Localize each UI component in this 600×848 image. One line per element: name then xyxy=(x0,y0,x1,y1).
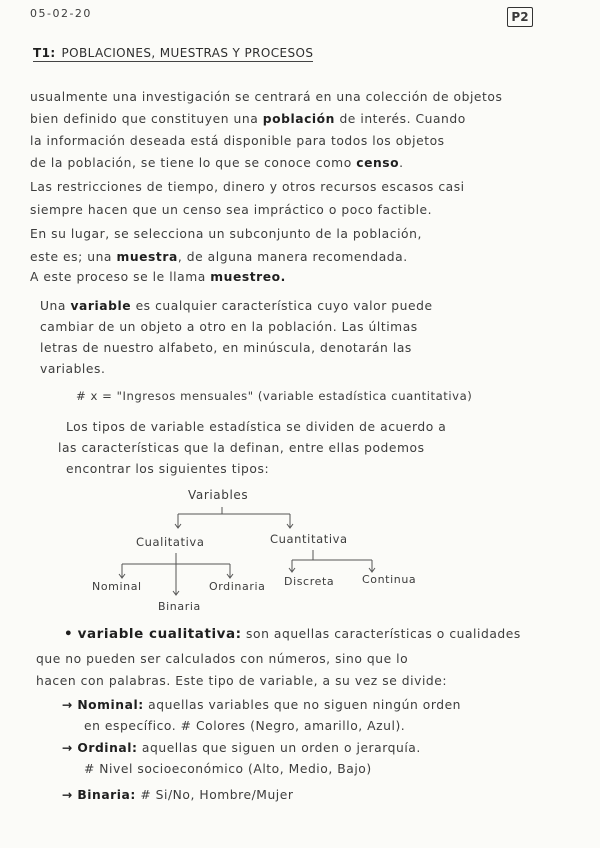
term-poblacion: población xyxy=(262,112,335,126)
term-muestreo: muestreo. xyxy=(210,270,286,284)
p2-line-1: Las restricciones de tiempo, dinero y otros recursos escasos casi xyxy=(30,180,465,194)
date: 05-02-20 xyxy=(30,7,92,20)
tree-nominal: Nominal xyxy=(92,580,142,593)
p1-line-4: de la población, se tiene lo que se conoce como censo. xyxy=(30,156,404,170)
section-cualitativa-line-1: • variable cualitativa: son aquellas características o cualidades xyxy=(64,626,521,642)
ordinal-line-2: # Nivel socioeconómico (Alto, Medio, Bajo) xyxy=(84,762,372,776)
arrow-icon: → xyxy=(62,741,73,755)
section-cualitativa-line-2: que no pueden ser calculados con números, sino que lo xyxy=(36,652,409,666)
p2-line-4: este es; una muestra, de alguna manera recomendada. xyxy=(30,250,408,264)
tree-discreta: Discreta xyxy=(284,575,335,588)
nominal-line-2: en específico. # Colores (Negro, amarillo, Azul). xyxy=(84,719,406,733)
ordinal-label: Ordinal: xyxy=(77,741,138,755)
p2-line-3: En su lugar, se selecciona un subconjunto de la población, xyxy=(30,227,422,241)
p1-line-2: bien definido que constituyen una población de interés. Cuando xyxy=(30,112,466,126)
p4-line-2: las características que la definan, entre ellas podemos xyxy=(58,441,425,455)
tree-continua: Continua xyxy=(362,573,417,586)
p3-line-4: variables. xyxy=(40,362,106,376)
bullet-dot: • xyxy=(64,626,74,642)
p1-line-1: usualmente una investigación se centrará en una colección de objetos xyxy=(30,90,503,104)
arrow-icon: → xyxy=(62,788,73,802)
term-variable: variable xyxy=(70,299,132,313)
tree-cuantitativa: Cuantitativa xyxy=(270,532,348,546)
tree-root-variables: Variables xyxy=(188,488,249,502)
p4-line-3: encontrar los siguientes tipos: xyxy=(66,462,270,476)
p3-line-1: Una variable es cualquier característica cuyo valor puede xyxy=(40,299,433,313)
p3-line-2: cambiar de un objeto a otro en la población. Las últimas xyxy=(40,320,418,334)
page-number-box: P2 xyxy=(507,7,533,27)
title-text: POBLACIONES, MUESTRAS Y PROCESOS xyxy=(61,46,314,60)
term-censo: censo xyxy=(356,156,400,170)
example-line: # x = "Ingresos mensuales" (variable estadística cuantitativa) xyxy=(76,389,473,403)
p2-line-5: A este proceso se le llama muestreo. xyxy=(30,270,286,284)
term-muestra: muestra xyxy=(116,250,178,264)
arrow-icon: → xyxy=(62,698,73,712)
p4-line-1: Los tipos de variable estadística se dividen de acuerdo a xyxy=(66,420,447,434)
p1-line-3: la información deseada está disponible para todos los objetos xyxy=(30,134,445,148)
nominal-label: Nominal: xyxy=(77,698,144,712)
p3-line-3: letras de nuestro alfabeto, en minúscula, denotarán las xyxy=(40,341,412,355)
binaria-label: Binaria: xyxy=(77,788,136,802)
tree-binaria: Binaria xyxy=(158,600,201,613)
tree-cualitativa: Cualitativa xyxy=(136,535,205,549)
binaria-line: → Binaria: # Si/No, Hombre/Mujer xyxy=(62,788,294,802)
nominal-line-1: → Nominal: aquellas variables que no siguen ningún orden xyxy=(62,698,462,712)
section-heading: variable cualitativa: xyxy=(77,626,242,642)
p2-line-2: siempre hacen que un censo sea impráctico o poco factible. xyxy=(30,203,433,217)
section-cualitativa-line-3: hacen con palabras. Este tipo de variable, a su vez se divide: xyxy=(36,674,448,688)
tree-ordinaria: Ordinaria xyxy=(209,580,266,593)
topic-number: T1: xyxy=(33,46,56,60)
ordinal-line-1: → Ordinal: aquellas que siguen un orden o jerarquía. xyxy=(62,741,421,755)
